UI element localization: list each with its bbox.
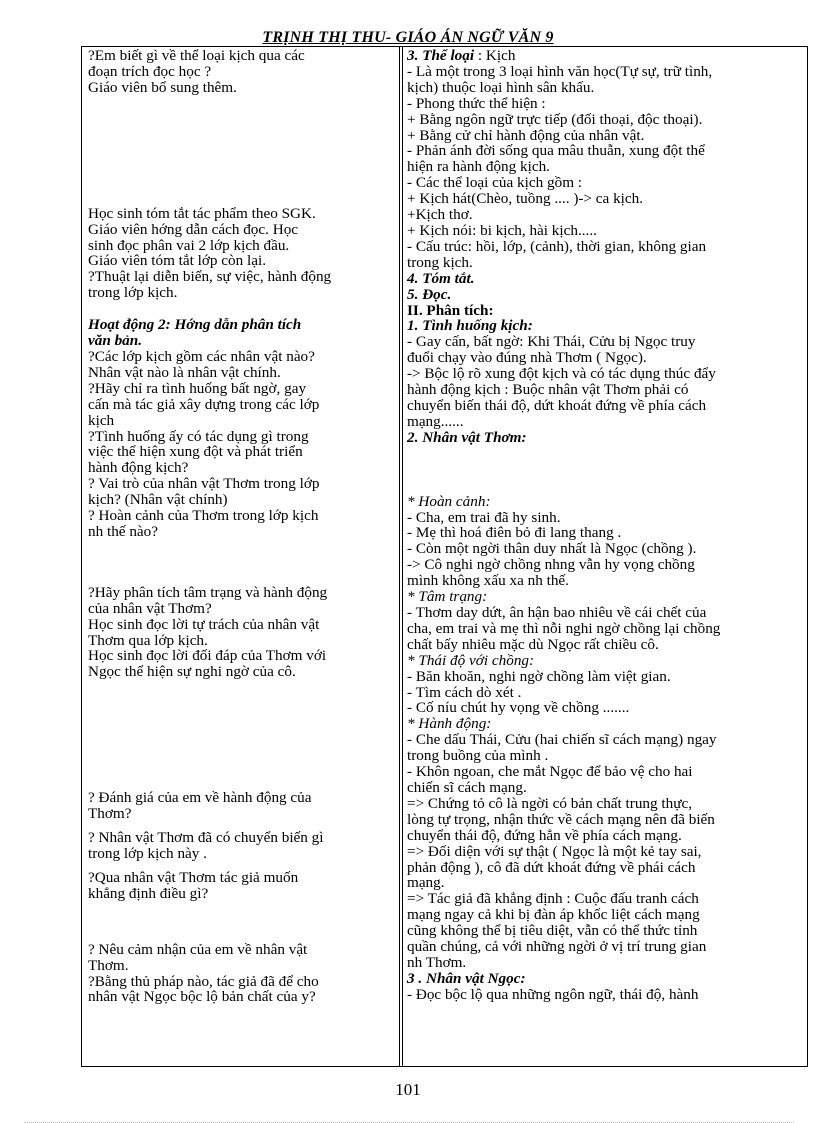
right-line: * Thái độ với chồng: [407,651,535,669]
left-line: kịch? (Nhân vật chính) [88,491,228,509]
right-line: * Hành động: [407,715,492,733]
left-line: ?Thuật lại diễn biến, sự việc, hành động [88,268,332,286]
page-header: TRỊNH THỊ THU- GIÁO ÁN NGỮ VĂN 9 [262,29,554,46]
right-line: nh Thơm. [407,953,467,971]
right-line: mạng. [407,874,445,892]
right-line: * Hoàn cảnh: [407,492,491,510]
left-line: Nhân vật nào là nhân vật chính. [88,363,281,381]
right-line: chuyển thái độ, đứng hẳn về phía cách mạng. [407,826,682,844]
right-line: II. Phân tích: [407,301,494,319]
left-line: ? Vai trò của nhân vật Thơm trong lớp [88,475,320,493]
teacher-student-activities-column [88,48,398,1005]
right-line: - Là một trong 3 loại hình văn học(Tự sự, trữ tình, [407,62,713,80]
right-line: -> Cô nghi ngờ chồng nhng vẫn hy vọng chồng [407,556,695,574]
right-line: kịch) thuộc loại hình sân khấu. [407,78,595,96]
left-line: Học sinh đọc lời tự trách của nhân vật [88,615,320,633]
right-line: quần chúng, cả với những ngời ở vị trí trung gian [407,938,707,956]
right-line: 5. Đọc. [407,285,452,303]
right-line: -> Bộc lộ rõ xung đột kịch và có tác dụng thúc đẩy [407,365,716,383]
left-line: ?Hãy phân tích tâm trạng và hành động [88,583,328,601]
right-line: 4. Tóm tắt. [407,269,475,287]
right-line: 3 . Nhân vật Ngọc: [407,969,526,987]
page-number: 101 [395,1080,421,1099]
right-line: - Còn một ngời thân duy nhất là Ngọc (chồng ). [407,540,697,558]
right-line: 1. Tình huống kịch: [407,317,533,335]
right-line: lòng tự trọng, nhận thức về cách mạng nên đã biến [407,810,715,828]
left-line: trong lớp kịch này . [88,845,207,862]
right-line: mình không xấu xa nh thế. [407,572,569,590]
right-line: + Kịch hát(Chèo, tuồng .... )-> ca kịch. [407,190,644,208]
right-line: - Khôn ngoan, che mắt Ngọc để bảo vệ cho hai [407,763,693,781]
left-spacer [88,96,398,206]
column-divider [399,46,403,1067]
right-line: - Băn khoăn, nghi ngờ chồng làm việt gian. [407,667,671,685]
right-line: hiện ra hành động kịch. [407,158,550,176]
lesson-content-column [407,48,805,1003]
left-line: Thơm qua lớp kịch. [88,631,208,649]
right-line: - Cấu trúc: hồi, lớp, (cảnh), thời gian, không gian [407,237,707,255]
right-line: mạng...... [407,412,464,430]
left-line: Thơm. [88,956,129,974]
left-line: trong lớp kịch. [88,284,178,302]
left-line: Giáo viên bổ sung thêm. [88,78,237,96]
left-line: của nhân vật Thơm? [88,599,212,617]
left-spacer [88,902,398,942]
right-line: mạng ngay cả khi bị đàn áp khốc liệt cách mạng [407,906,700,924]
left-line: Ngọc thể hiện sự nghi ngờ của cô. [88,663,296,681]
right-line: trong kịch. [407,253,473,271]
right-line: +Kịch thơ. [407,206,473,224]
left-line: văn bản. [88,332,143,350]
left-line: Giáo viên hớng dẫn cách đọc. Học [88,220,299,238]
right-line: - Tìm cách dò xét . [407,683,522,701]
left-line: Hoạt động 2: Hớng dẫn phân tích [88,316,302,334]
right-line: 3. Thể loại : Kịch [407,47,516,64]
left-line: ?Em biết gì về thể loại kịch qua các [88,47,305,64]
left-line: kịch [88,411,115,429]
left-line: khẳng định điều gì? [88,884,209,902]
right-line: - Gay cấn, bất ngờ: Khi Thái, Cửu bị Ngọc truy [407,333,696,351]
right-line: chất bấy nhiêu mặc dù Ngọc rất chiều cô. [407,635,659,653]
right-line: => Tác giả đã khẳng định : Cuộc đấu tranh cách [407,890,699,908]
left-line: ? Đánh giá của em về hành động của [88,789,312,807]
right-line: trong buồng của mình . [407,747,549,765]
right-line: - Mẹ thì hoá điên bỏ đi lang thang . [407,524,622,542]
left-line: ?Hãy chỉ ra tình huống bất ngờ, gay [88,379,307,397]
left-line: hành động kịch? [88,459,189,477]
left-line: nh thế nào? [88,522,159,540]
left-line: Giáo viên tóm tắt lớp còn lại. [88,252,267,270]
left-line: ?Tình huống ấy có tác dụng gì trong [88,427,309,445]
left-line: sinh đọc phân vai 2 lớp kịch đầu. [88,236,290,254]
right-line: - Thơm day dứt, ân hận bao nhiêu về cái chết của [407,604,707,621]
right-line: - Phản ánh đời sống qua mâu thuẫn, xung đột thể [407,142,705,160]
right-line: cũng không thể bị tiêu diệt, vẫn có thể thức tỉnh [407,922,698,940]
right-line: - Đọc bộc lộ qua những ngôn ngữ, thái độ, hành [407,985,699,1003]
right-line: đuổi chạy vào đúng nhà Thơm ( Ngọc). [407,349,647,367]
right-line: hành động kịch : Buộc nhân vật Thơm phải có [407,381,689,399]
right-line: - Phong thức thể hiện : [407,94,546,112]
left-line: Học sinh đọc lời đối đáp của Thơm với [88,647,327,665]
right-line: => Đối diện với sự thật ( Ngọc là một kẻ tay sai, [407,842,702,860]
right-line: - Các thể loại của kịch gồm : [407,174,583,192]
right-line: 2. Nhân vật Thơm: [407,428,527,446]
right-line: cha, em trai và mẹ thì nỗi nghi ngờ chồng lại chồng [407,619,721,637]
left-spacer [88,680,398,790]
left-line: ?Qua nhân vật Thơm tác giả muốn [88,868,299,886]
right-line: + Kịch nói: bi kịch, hài kịch..... [407,221,597,239]
left-line: đoạn trích đọc học ? [88,62,212,80]
left-line: ? Nêu cảm nhận của em về nhân vật [88,940,308,958]
right-line: chiến sĩ cách mạng. [407,778,527,796]
left-line: ? Hoàn cảnh của Thơm trong lớp kịch [88,507,319,525]
left-spacer [88,301,398,317]
right-spacer [407,446,805,494]
right-line: - Cha, em trai đã hy sinh. [407,508,561,526]
right-line: chuyển biến thái độ, dứt khoát đứng về phía cách [407,396,707,414]
left-line: việc thể hiện xung đột và phát triển [88,443,303,461]
left-line: ? Nhân vật Thơm đã có chuyển biến gì [88,829,324,847]
right-line: - Che dấu Thái, Cửu (hai chiến sĩ cách mạng) ngay [407,731,717,749]
right-line: phản động ), cô đã dứt khoát đứng về phái cách [407,858,696,876]
left-line: ?Các lớp kịch gồm các nhân vật nào? [88,347,315,365]
right-line: => Chứng tỏ cô là ngời có bản chất trung thực, [407,794,692,812]
right-line: - Cố níu chút hy vọng về chồng ....... [407,699,630,717]
right-line: + Bằng ngôn ngữ trực tiếp (đối thoại, độc thoại). [407,110,703,128]
right-line: + Bằng cử chỉ hành động của nhân vật. [407,126,645,144]
left-spacer [88,540,398,585]
right-line: * Tâm trạng: [407,588,488,606]
left-line: Học sinh tóm tắt tác phẩm theo SGK. [88,204,316,222]
left-line: Thơm? [88,805,132,823]
left-line: nhân vật Ngọc bộc lộ bản chất của y? [88,988,316,1006]
left-line: cấn mà tác giả xây dựng trong các lớp [88,395,320,413]
left-line: ?Bằng thủ pháp nào, tác giả đã để cho [88,972,319,990]
